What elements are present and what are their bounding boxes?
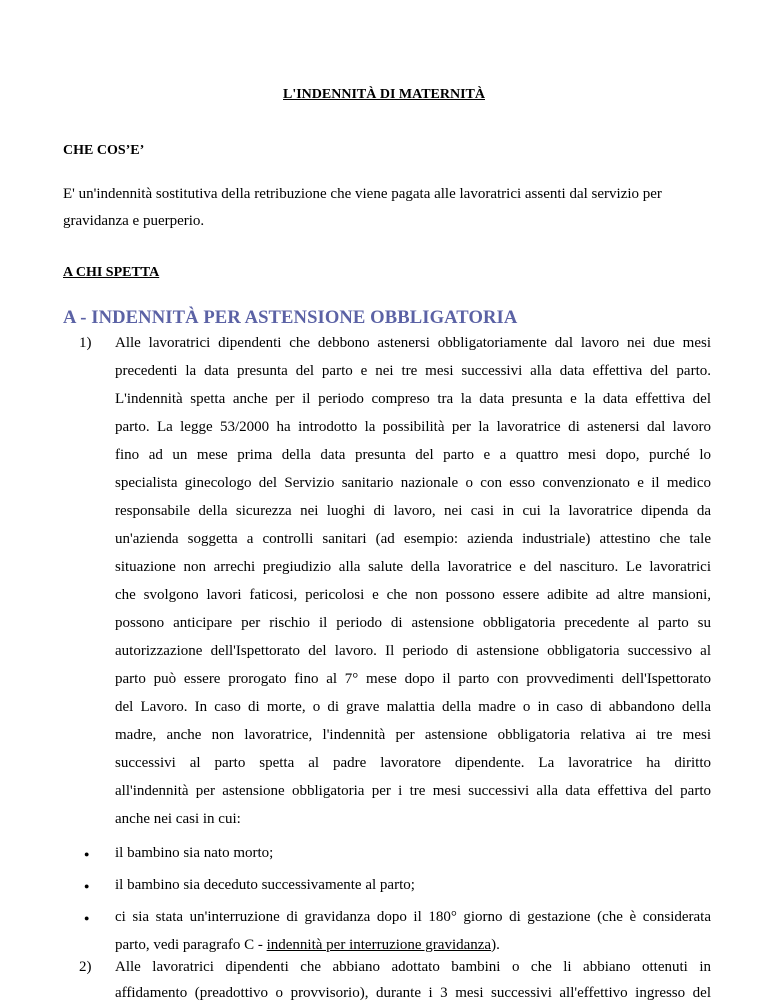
bullet-item-continuation — [115, 935, 500, 955]
heading-what-is-it: CHE COS’E’ — [63, 143, 145, 158]
item-1-line: successivi al parto spetta al padre lavoratore dipendente. La lavoratrice ha diritto — [115, 755, 711, 771]
item-1-line: parto. La legge 53/2000 ha introdotto la possibilità per la lavoratrice di astenersi dal lavoro — [115, 419, 711, 435]
item-1-line: un'azienda soggetta a controlli sanitari (ad esempio: azienda industriale) attestino che tale — [115, 531, 711, 547]
bullet-3-prefix: parto, vedi paragrafo C - — [115, 937, 267, 953]
interruption-pregnancy-link[interactable]: indennità per interruzione gravidanza — [266, 937, 492, 953]
item-1-line: possono anticipare per rischio il periodo di astensione obbligatoria precedente al parto su — [115, 615, 711, 631]
item-1-line: parto può essere prorogato fino al 7° mese dopo il parto con provvedimenti dell'Ispettorato — [115, 671, 711, 687]
item-1-line: anche nei casi in cui: — [115, 811, 241, 827]
item-1-line: precedenti la data presunta del parto e nei tre mesi successivi alla data effettiva del parto. — [115, 363, 711, 379]
item-1-line: all'indennità per astensione obbligatoria per i tre mesi successivi alla data effettiva del parto — [115, 783, 711, 799]
item-1-number: 1) — [79, 335, 92, 351]
item-1-line: autorizzazione dell'Ispettorato del lavoro. Il periodo di astensione obbligatoria successivo al — [115, 643, 711, 659]
item-1-line: del Lavoro. In caso di morte, o di grave malattia della madre o in caso di abbandono della — [115, 699, 711, 715]
item-1-line: Alle lavoratrici dipendenti che debbono astenersi obbligatoriamente dal lavoro nei due mesi — [115, 335, 711, 351]
bullet-dot-icon: ● — [84, 913, 90, 923]
section-a-heading: A - INDENNITÀ PER ASTENSIONE OBBLIGATORIA — [63, 307, 518, 328]
item-2-number: 2) — [79, 959, 92, 975]
item-1-line: fino ad un mese prima della data presunta del parto e a quattro mesi dopo, purché lo — [115, 447, 711, 463]
intro-line-2: gravidanza e puerperio. — [63, 213, 205, 229]
item-1-line: madre, anche non lavoratrice, l'indennità per astensione obbligatoria relativa ai tre mesi — [115, 727, 711, 743]
item-1-line: specialista ginecologo del Servizio sanitario nazionale o con esso convenzionato e il medico — [115, 475, 711, 491]
item-2-line: affidamento (preadottivo o provvisorio), durante i 3 mesi successivi all'effettivo ingresso del — [115, 985, 711, 1001]
item-1-line: responsabile della sicurezza nei luoghi di lavoro, nei casi in cui la lavoratrice dipenda da — [115, 503, 711, 519]
bullet-3-suffix: ). — [491, 937, 500, 953]
document-title: L'INDENNITÀ DI MATERNITÀ — [283, 87, 485, 102]
intro-line-1: E' un'indennità sostitutiva della retribuzione che viene pagata alle lavoratrici assenti dal servizio per — [63, 186, 662, 202]
bullet-dot-icon: ● — [84, 881, 90, 891]
bullet-item: il bambino sia deceduto successivamente al parto; — [115, 877, 415, 893]
item-1-line: situazione non arrechi pregiudizio alla salute della lavoratrice e del nascituro. Le lavoratrici — [115, 559, 711, 575]
bullet-item: il bambino sia nato morto; — [115, 845, 274, 861]
item-1-line: L'indennità spetta anche per il periodo compreso tra la data presunta e la data effettiva del — [115, 391, 711, 407]
bullet-dot-icon: ● — [84, 849, 90, 859]
heading-who-is-entitled: A CHI SPETTA — [63, 265, 160, 280]
bullet-item: ci sia stata un'interruzione di gravidanza dopo il 180° giorno di gestazione (che è considerata — [115, 909, 711, 925]
item-2-line: Alle lavoratrici dipendenti che abbiano adottato bambini o che li abbiano ottenuti in — [115, 959, 711, 975]
item-1-line: che svolgono lavori faticosi, pericolosi e che non possono essere adibite ad altre mansioni, — [115, 587, 711, 603]
